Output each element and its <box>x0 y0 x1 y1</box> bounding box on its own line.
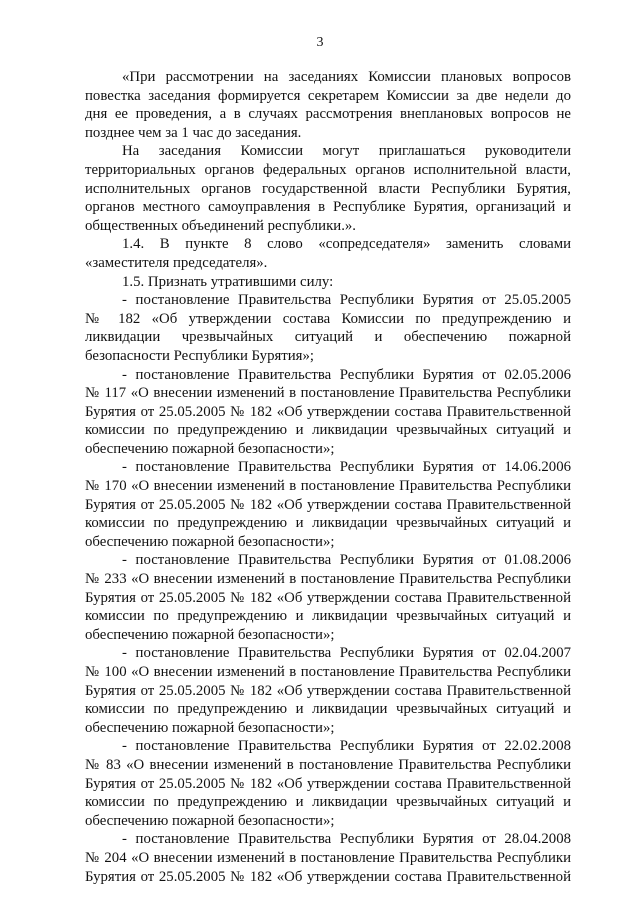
text-line: комиссии по предупреждению и ликвидации чрезвычайных ситуаций и <box>85 794 571 811</box>
text-line: № 182 «Об утверждении состава Комиссии по предупреждению и <box>85 310 571 327</box>
text-line: комиссии по предупреждению и ликвидации чрезвычайных ситуаций и <box>85 422 571 439</box>
text-line: «заместителя председателя». <box>85 254 268 271</box>
text-line: 1.4. В пункте 8 слово «сопредседателя» заменить словами <box>122 236 571 253</box>
text-line: На заседания Комиссии могут приглашаться руководители <box>122 143 571 160</box>
text-line: «При рассмотрении на заседаниях Комиссии плановых вопросов <box>122 69 571 85</box>
text-line: № 117 «О внесении изменений в постановление Правительства Республики <box>85 385 571 402</box>
text-line: дня ее проведения, а в случаях рассмотрения внеплановых вопросов не <box>85 106 571 123</box>
text-line: органов местного самоуправления в Республике Бурятия, организаций и <box>85 199 571 216</box>
text-line: обеспечению пожарной безопасности»; <box>85 626 335 643</box>
text-line: безопасности Республики Бурятия»; <box>85 347 314 364</box>
text-line: № 83 «О внесении изменений в постановление Правительства Республики <box>85 756 571 773</box>
text-line: обеспечению пожарной безопасности»; <box>85 719 335 736</box>
text-line: повестка заседания формируется секретарем Комиссии за две недели до <box>85 87 571 104</box>
text-line: - постановление Правительства Республики Бурятия от 25.05.2005 <box>122 292 571 309</box>
text-line: территориальных органов федеральных органов исполнительной власти, <box>85 161 571 178</box>
text-line: - постановление Правительства Республики Бурятия от 02.04.2007 <box>122 645 571 662</box>
text-line: обеспечению пожарной безопасности»; <box>85 533 335 550</box>
text-line: ликвидации чрезвычайных ситуаций и обеспечению пожарной <box>85 329 571 346</box>
text-line: комиссии по предупреждению и ликвидации чрезвычайных ситуаций и <box>85 515 571 532</box>
text-line: Бурятия от 25.05.2005 № 182 «Об утверждении состава Правительственной <box>85 496 571 513</box>
text-line: 1.5. Признать утратившими силу: <box>122 273 334 290</box>
text-line: - постановление Правительства Республики Бурятия от 01.08.2006 <box>122 552 571 569</box>
text-line: комиссии по предупреждению и ликвидации чрезвычайных ситуаций и <box>85 701 571 718</box>
text-line: общественных объединений республики.». <box>85 217 356 234</box>
text-line: Бурятия от 25.05.2005 № 182 «Об утверждении состава Правительственной <box>85 589 571 606</box>
text-line: позднее чем за 1 час до заседания. <box>85 124 302 141</box>
text-line: - постановление Правительства Республики Бурятия от 22.02.2008 <box>122 738 571 755</box>
text-line: обеспечению пожарной безопасности»; <box>85 812 335 829</box>
document-body <box>85 68 571 886</box>
text-line: № 100 «О внесении изменений в постановление Правительства Республики <box>85 664 571 680</box>
text-line: Бурятия от 25.05.2005 № 182 «Об утверждении состава Правительственной <box>85 775 571 792</box>
text-line: Бурятия от 25.05.2005 № 182 «Об утверждении состава Правительственной <box>85 682 571 699</box>
text-line: Бурятия от 25.05.2005 № 182 «Об утверждении состава Правительственной <box>85 868 571 885</box>
text-line: исполнительных органов государственной власти Республики Бурятия, <box>85 180 571 197</box>
page-number: 3 <box>316 35 324 50</box>
text-line: - постановление Правительства Республики Бурятия от 02.05.2006 <box>122 366 571 383</box>
text-line: - постановление Правительства Республики Бурятия от 14.06.2006 <box>122 459 571 476</box>
text-line: обеспечению пожарной безопасности»; <box>85 440 335 457</box>
text-line: № 233 «О внесении изменений в постановление Правительства Республики <box>85 571 571 588</box>
text-line: - постановление Правительства Республики Бурятия от 28.04.2008 <box>122 831 571 848</box>
text-line: Бурятия от 25.05.2005 № 182 «Об утверждении состава Правительственной <box>85 403 571 420</box>
text-line: № 170 «О внесении изменений в постановление Правительства Республики <box>85 478 571 495</box>
text-line: № 204 «О внесении изменений в постановление Правительства Республики <box>85 849 571 866</box>
text-line: комиссии по предупреждению и ликвидации чрезвычайных ситуаций и <box>85 608 571 625</box>
